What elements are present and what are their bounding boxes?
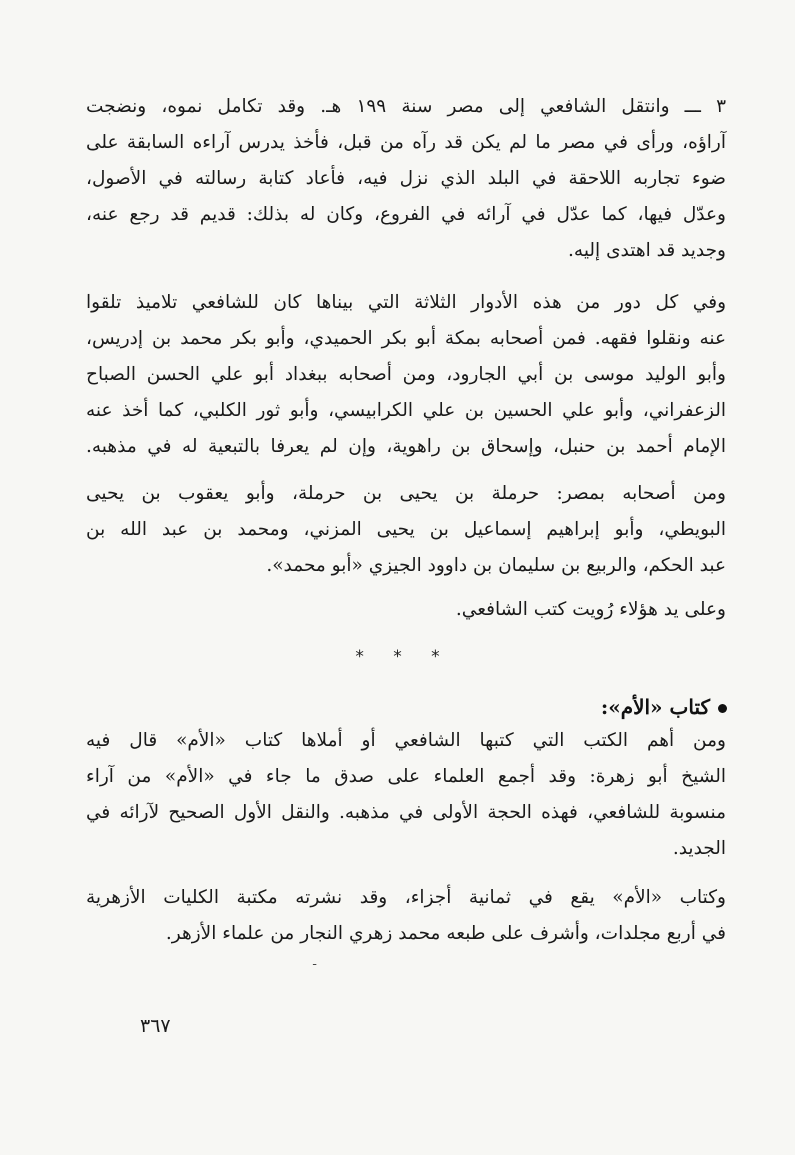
paragraph-line: وفي كل دور من هذه الأدوار الثلاثة التي بيناها كان للشافعي تلاميذ تلقوا xyxy=(86,292,726,313)
paragraph-line: ضوء تجاربه اللاحقة في البلد الذي نزل فيه، فأعاد كتابة رسالته في الأصول، xyxy=(86,168,726,189)
bullet-icon xyxy=(718,704,727,713)
section-heading xyxy=(601,690,727,724)
paragraph-students xyxy=(86,285,726,465)
paragraph-line: الشيخ أبو زهرة: وقد أجمع العلماء على صدق ما جاء في «الأم» من آراء xyxy=(86,766,726,787)
paragraph-al-umm xyxy=(86,723,726,867)
paragraph-line: ٣ ـــ وانتقل الشافعي إلى مصر سنة ١٩٩ هـ. وقد تكامل نموه، ونضجت xyxy=(86,96,727,117)
paragraph-line: الإمام أحمد بن حنبل، وإسحاق بن راهوية، وإن لم يعرفا بالتبعية له في مذهبه. xyxy=(86,436,726,457)
paragraph-egypt-companions xyxy=(86,476,726,584)
paragraph-line: وجديد قد اهتدى إليه. xyxy=(568,240,726,261)
paragraph-line: عبد الحكم، والربيع بن سليمان بن داوود الجيزي «أبو محمد». xyxy=(266,555,726,576)
paragraph-transmission xyxy=(86,592,726,628)
paragraph-line: ومن أصحابه بمصر: حرملة بن يحيى بن حرملة، وأبو يعقوب بن يحيى xyxy=(86,483,726,504)
section-divider: * * * xyxy=(355,647,440,667)
paragraph-line: الجديد. xyxy=(672,838,726,859)
paragraph-al-umm-edition xyxy=(86,880,726,952)
paragraph-line: وكتاب «الأم» يقع في ثمانية أجزاء، وقد نشرته مكتبة الكليات الأزهرية xyxy=(86,887,726,908)
heading-text: كتاب «الأم»: xyxy=(600,695,710,719)
paragraph-line: في أربع مجلدات، وأشرف على طبعه محمد زهري النجار من علماء الأزهر. xyxy=(165,923,726,944)
paragraph-line: منسوبة للشافعي، فهذه الحجة الأولى في مذهبه. والنقل الأول الصحيح لآرائه في xyxy=(86,802,726,823)
paragraph-line: عنه ونقلوا فقهه. فمن أصحابه بمكة أبو بكر الحميدي، وأبو بكر محمد بن إدريس، xyxy=(86,328,726,349)
paragraph-line: وعدّل فيها، كما عدّل في آرائه في الفروع، وكان له بذلك: قديم قد رجع عنه، xyxy=(86,204,726,225)
paragraph-egypt-period xyxy=(86,89,726,269)
paragraph-line: الزعفراني، وأبو علي الحسين بن علي الكرابيسي، وأبو ثور الكلبي، كما أخذ عنه xyxy=(86,400,726,421)
paragraph-line: وعلى يد هؤلاء رُويت كتب الشافعي. xyxy=(455,599,726,620)
stray-mark: ـ xyxy=(313,955,317,968)
page-number: ٣٦٧ xyxy=(140,1015,171,1037)
paragraph-line: وأبو الوليد موسى بن أبي الجارود، ومن أصحابه ببغداد أبو علي الحسن الصباح xyxy=(86,364,726,385)
paragraph-line: آراؤه، ورأى في مصر ما لم يكن قد رآه من قبل، فأخذ يدرس آراءه السابقة على xyxy=(86,132,726,153)
paragraph-line: ومن أهم الكتب التي كتبها الشافعي أو أملاها كتاب «الأم» قال فيه xyxy=(86,730,726,751)
paragraph-line: البويطي، وأبو إبراهيم إسماعيل بن يحيى المزني، ومحمد بن عبد الله بن xyxy=(86,519,726,540)
